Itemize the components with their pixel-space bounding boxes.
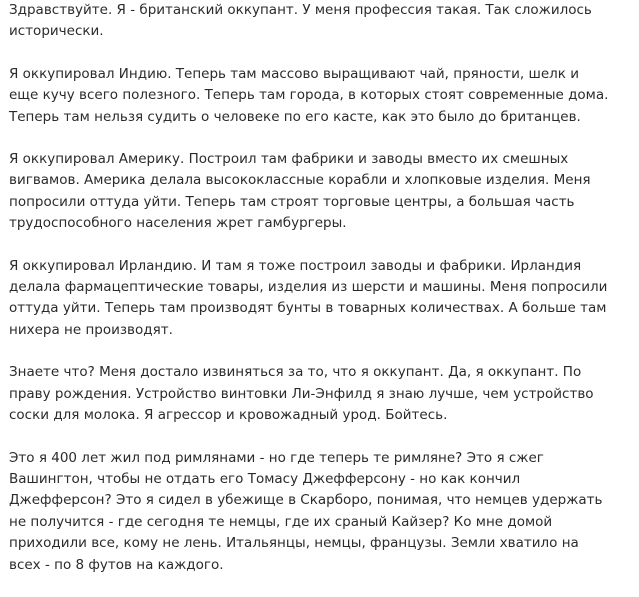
text-line: попросили оттуда уйти. Теперь там строят торговые центры, а большая часть bbox=[9, 193, 575, 210]
text-line: приходили все, кому не лень. Итальянцы, немцы, французы. Земли хватило на bbox=[9, 535, 579, 552]
text-line: не получится - где сегодня те немцы, где их сраный Кайзер? Ко мне домой bbox=[9, 513, 553, 530]
paragraph-india bbox=[9, 64, 631, 128]
text-line: Джефферсон? Это я сидел в убежище в Скарборо, понимая, что немцев удержать bbox=[9, 492, 603, 509]
text-line: Это я 400 лет жил под римлянами - но где теперь те римляне? Это я сжег bbox=[9, 449, 544, 466]
text-line: делала фармацептические товары, изделия из шерсти и машины. Меня попросили bbox=[9, 279, 608, 296]
text-line: Я оккупировал Ирландию. И там я тоже построил заводы и фабрики. Ирландия bbox=[9, 257, 582, 274]
text-line: всех - по 8 футов на каждого. bbox=[9, 556, 224, 573]
text-line: исторически. bbox=[9, 23, 104, 40]
text-line: Я оккупировал Индию. Теперь там массово выращивают чай, пряности, шелк и bbox=[9, 65, 580, 82]
text-line: оттуда уйти. Теперь там производят бунты в товарных количествах. А больше там bbox=[9, 300, 607, 317]
text-line: Вашингтон, чтобы не отдать его Томасу Джефферсону - но как кончил bbox=[9, 470, 521, 487]
text-line: Я оккупировал Америку. Построил там фабрики и заводы вместо их смешных bbox=[9, 151, 569, 168]
article-body bbox=[9, 0, 631, 597]
text-line: праву рождения. Устройство винтовки Ли-Энфилд я знаю лучше, чем устройство bbox=[9, 385, 594, 402]
text-line: Знаете что? Меня достало извиняться за то, что я оккупант. Да, я оккупант. По bbox=[9, 364, 582, 381]
paragraph-intro bbox=[9, 0, 631, 43]
text-line: Теперь там нельзя судить о человеке по его касте, как это было до британцев. bbox=[9, 108, 581, 125]
paragraph-ireland bbox=[9, 256, 631, 342]
paragraph-occupant bbox=[9, 362, 631, 426]
paragraph-america bbox=[9, 149, 631, 235]
text-line: трудоспособного населения жрет гамбургеры. bbox=[9, 215, 347, 232]
text-line: соски для молока. Я агрессор и кровожадный урод. Бойтесь. bbox=[9, 407, 448, 424]
text-line: еще кучу всего полезного. Теперь там города, в которых стоят современные дома. bbox=[9, 87, 609, 104]
text-line: вигвамов. Америка делала высококлассные корабли и хлопковые изделия. Меня bbox=[9, 172, 591, 189]
paragraph-history bbox=[9, 448, 631, 576]
text-line: Здравствуйте. Я - британский оккупант. У меня профессия такая. Так сложилось bbox=[9, 2, 592, 18]
text-line: нихера не производят. bbox=[9, 321, 173, 338]
